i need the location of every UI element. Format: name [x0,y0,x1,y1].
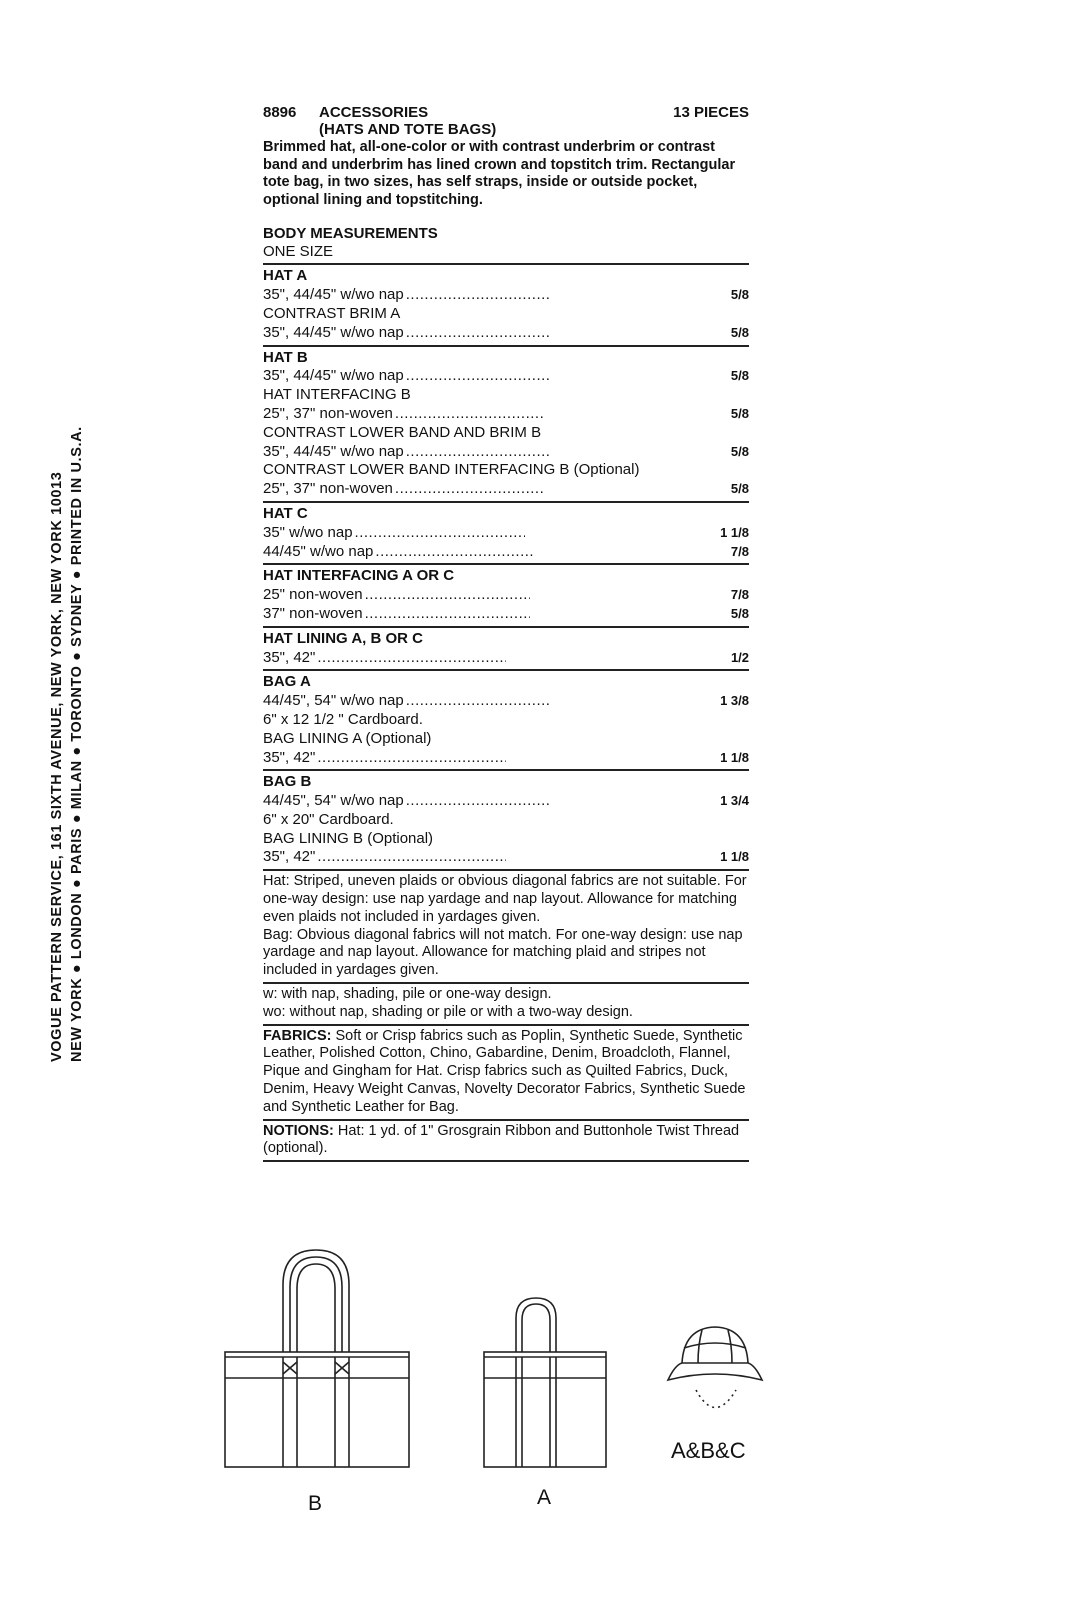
divider [263,669,749,671]
leader-dots [355,524,525,543]
yardage-row [263,692,749,711]
fabrics-label: FABRICS: [263,1027,332,1044]
yardage-row [263,524,749,543]
yardage-row [263,386,749,405]
yardage-label: CONTRAST LOWER BAND AND BRIM B [263,423,542,441]
yardage-value: 5/8 [730,405,749,421]
yardage-label: 35", 44/45" w/wo nap [263,367,404,385]
yardage-label: 37" non-woven [263,604,363,622]
divider [263,501,749,503]
yardage-row [263,605,749,624]
yardage-row [263,649,749,668]
pattern-description: Brimmed hat, all-one-color or with contrast underbrim or contrast band and underbrim has lined crown and topstitch trim. Rectangular tote bag, in two sizes, has self straps, inside or outside pocket, optional lining and topstitching. [263,139,736,208]
yardage-label: 35", 42" [263,648,316,666]
yardage-label: 35", 44/45" w/wo nap [263,286,404,304]
yardage-value: 7/8 [730,543,749,559]
size-label: ONE SIZE [263,243,334,261]
yardage-section [263,267,749,342]
yardage-row [263,543,749,562]
leader-dots [375,543,535,562]
yardage-row [263,811,749,830]
pieces-count: 13 PIECES [673,104,749,121]
fabrics-text: Soft or Crisp fabrics such as Poplin, Synthetic Suede, Synthetic Leather, Polished Cotton, Chino, Gabardine, Denim, Broadcloth, Flannel, Pique and Gingham for Hat. Crisp fabrics such as Quilted Fabrics, Duck, Denim, Heavy Weight Canvas, Novelty Decorator Fabrics, Synthetic Suede and Synthetic Leather for Bag. [263,1027,746,1115]
divider [263,769,749,771]
body-measurements-heading: BODY MEASUREMENTS [263,225,438,243]
bag-b-label: B [308,1492,323,1515]
hat-illustration [668,1327,762,1408]
yardage-row [263,848,749,867]
pattern-title: ACCESSORIES [319,104,429,121]
leader-dots [406,692,551,711]
yardage-value: 1/2 [730,649,750,665]
section-title: BAG B [263,773,312,791]
divider [263,1160,749,1162]
leader-dots [406,367,551,386]
yardage-value: 1 1/8 [720,849,750,865]
yardage-label: 6" x 20" Cardboard. [263,810,394,828]
leader-dots [406,443,551,462]
leader-dots [406,792,551,811]
notions-label: NOTIONS: [263,1122,334,1139]
yardage-label: 25", 37" non-woven [263,480,393,498]
leader-dots [406,286,551,305]
yardage-label: CONTRAST BRIM A [263,304,401,322]
leader-dots [317,649,506,668]
yardage-row [263,443,749,462]
leader-dots [317,749,506,768]
yardage-section [263,630,749,668]
yardage-row [263,711,749,730]
yardage-label: CONTRAST LOWER BAND INTERFACING B (Optional) [263,461,640,479]
yardage-value: 5/8 [730,287,749,303]
yardage-label: 6" x 12 1/2 " Cardboard. [263,710,423,728]
section-title: HAT C [263,504,308,522]
yardage-row [263,830,749,849]
yardage-value: 5/8 [730,443,749,459]
yardage-label: 25", 37" non-woven [263,404,393,422]
yardage-value: 1 3/4 [720,793,749,809]
yardage-label: 35", 44/45" w/wo nap [263,442,404,460]
yardage-label: HAT INTERFACING B [263,386,411,404]
divider [263,626,749,628]
leader-dots [365,605,530,624]
section-title: HAT LINING A, B OR C [263,629,423,647]
yardage-row [263,480,749,499]
divider [263,1024,749,1026]
bag-note: Bag: Obvious diagonal fabrics will not match. For one-way design: use nap yardage and nap layout. Allowance for matching plaid and stripes not included in yardages given. [263,926,743,979]
leader-dots [395,405,545,424]
divider [263,563,749,565]
publisher-cities: NEW YORK ● LONDON ● PARIS ● MILAN ● TORONTO ● SYDNEY ● PRINTED IN U.S.A. [69,426,85,1062]
notions-block [263,1123,749,1159]
publisher-text [47,426,87,1062]
yardage-section [263,567,749,623]
yardage-label: 35", 42" [263,848,316,866]
yardage-value: 1 1/8 [720,524,750,540]
section-title: HAT B [263,348,308,366]
divider [263,1119,749,1121]
yardage-value: 1 3/8 [720,693,749,709]
yardage-value: 1 1/8 [720,749,750,765]
notions-text: Hat: 1 yd. of 1" Grosgrain Ribbon and Buttonhole Twist Thread (optional). [263,1122,740,1157]
yardage-row [263,586,749,605]
yardage-label: 35", 44/45" w/wo nap [263,323,404,341]
publisher-sidebar [0,0,85,1062]
leader-dots [317,848,506,867]
yardage-label: 25" non-woven [263,586,363,604]
yardage-row [263,367,749,386]
yardage-label: BAG LINING A (Optional) [263,729,432,747]
hat-note: Hat: Striped, uneven plaids or obvious diagonal fabrics are not suitable. For one-way design: use nap yardage and nap layout. Allowance for matching even plaids not included in yardages given. [263,873,747,925]
yardage-section [263,505,749,561]
yardage-label: 35", 42" [263,748,316,766]
yardage-label: 44/45" w/wo nap [263,542,374,560]
hat-view-label: A&B&C [671,1438,746,1463]
leader-dots [395,480,545,499]
yardage-row [263,792,749,811]
pattern-info-sheet [263,104,749,1164]
publisher-address: VOGUE PATTERN SERVICE, 161 SIXTH AVENUE, NEW YORK, NEW YORK 10013 [49,471,65,1062]
yardage-value: 5/8 [730,605,749,621]
yardage-value: 7/8 [730,587,749,603]
divider [263,263,749,265]
without-nap-note: wo: without nap, shading or pile or with a two-way design. [263,1003,633,1020]
with-nap-note: w: with nap, shading, pile or one-way design. [263,986,552,1003]
yardage-row [263,324,749,343]
section-title: HAT INTERFACING A OR C [263,567,455,585]
divider [263,345,749,347]
yardage-label: 44/45", 54" w/wo nap [263,792,404,810]
yardage-label: 44/45", 54" w/wo nap [263,692,404,710]
divider [263,869,749,871]
yardage-row [263,461,749,480]
fabrics-block [263,1028,749,1117]
yardage-row [263,424,749,443]
yardage-value: 5/8 [730,368,749,384]
yardage-row [263,305,749,324]
yardage-row [263,405,749,424]
pattern-header [263,104,749,121]
leader-dots [365,586,530,605]
yardage-section [263,349,749,499]
section-title: HAT A [263,267,308,285]
bag-a-label: A [537,1486,552,1509]
yardage-label: BAG LINING B (Optional) [263,829,434,847]
pattern-number: 8896 [263,104,297,121]
leader-dots [406,324,551,343]
yardage-value: 5/8 [730,324,749,340]
bag-b-illustration [225,1250,409,1467]
divider [263,982,749,984]
pattern-subtitle: (HATS AND TOTE BAGS) [319,121,497,138]
yardage-row [263,749,749,768]
yardage-row [263,286,749,305]
bag-a-illustration [484,1298,606,1467]
section-title: BAG A [263,673,311,691]
yardage-table [263,263,749,867]
yardage-row [263,730,749,749]
yardage-label: 35" w/wo nap [263,523,353,541]
yardage-value: 5/8 [730,481,749,497]
yardage-section [263,773,749,867]
yardage-section [263,673,749,767]
